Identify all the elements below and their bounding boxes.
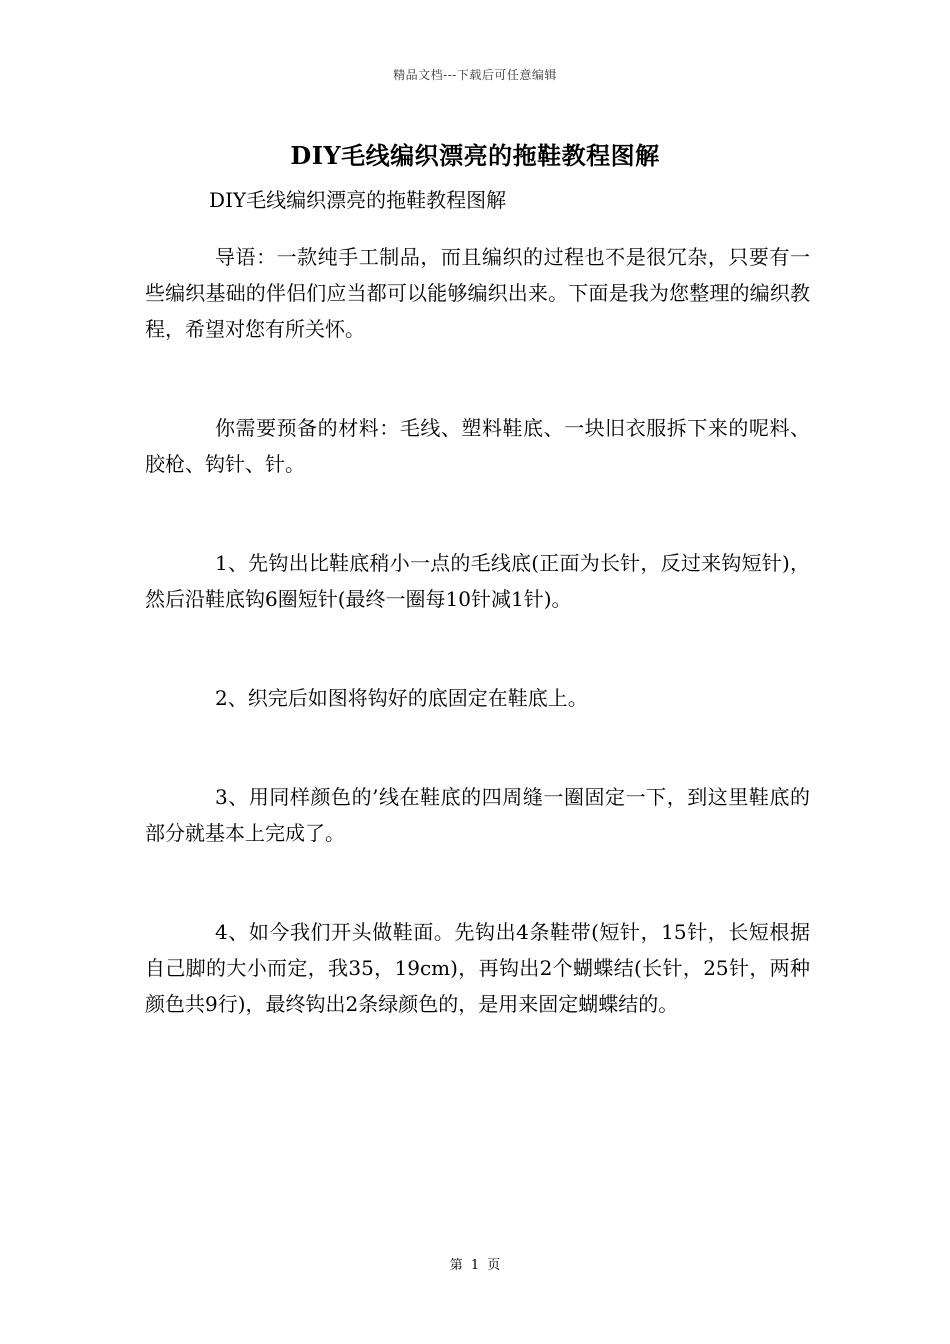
page-header: 精品文档---下载后可任意编辑 — [393, 68, 557, 82]
document-subtitle: DIY毛线编织漂亮的拖鞋教程图解 — [209, 188, 507, 212]
document-title: DIY毛线编织漂亮的拖鞋教程图解 — [290, 141, 660, 170]
paragraph-step-4: 4、如今我们开头做鞋面。先钩出4条鞋带(短针，15针，长短根据自己脚的大小而定，我35，19cm)，再钩出2个蝴蝶结(长针，25针，两种颜色共9行)，最终钩出2条绿颜色的，是用来固定蝴蝶结的。 — [145, 920, 810, 1016]
page-number: 第 1 页 — [449, 1258, 501, 1273]
paragraph-materials: 你需要预备的材料：毛线、塑料鞋底、一块旧衣服拆下来的呢料、胶枪、钩针、针。 — [145, 416, 810, 476]
paragraph-intro: 导语：一款纯手工制品，而且编织的过程也不是很冗杂，只要有一些编织基础的伴侣们应当都可以能够编织出来。下面是我为您整理的编织教程，希望对您有所关怀。 — [145, 245, 810, 341]
paragraph-step-3: 3、用同样颜色的’线在鞋底的四周缝一圈固定一下，到这里鞋底的部分就基本上完成了。 — [145, 785, 810, 845]
paragraph-step-1: 1、先钩出比鞋底稍小一点的毛线底(正面为长针，反过来钩短针)，然后沿鞋底钩6圈短针(最终一圈每10针减1针)。 — [145, 551, 810, 611]
paragraph-step-2: 2、织完后如图将钩好的底固定在鞋底上。 — [215, 686, 588, 710]
document-body — [145, 182, 810, 1022]
